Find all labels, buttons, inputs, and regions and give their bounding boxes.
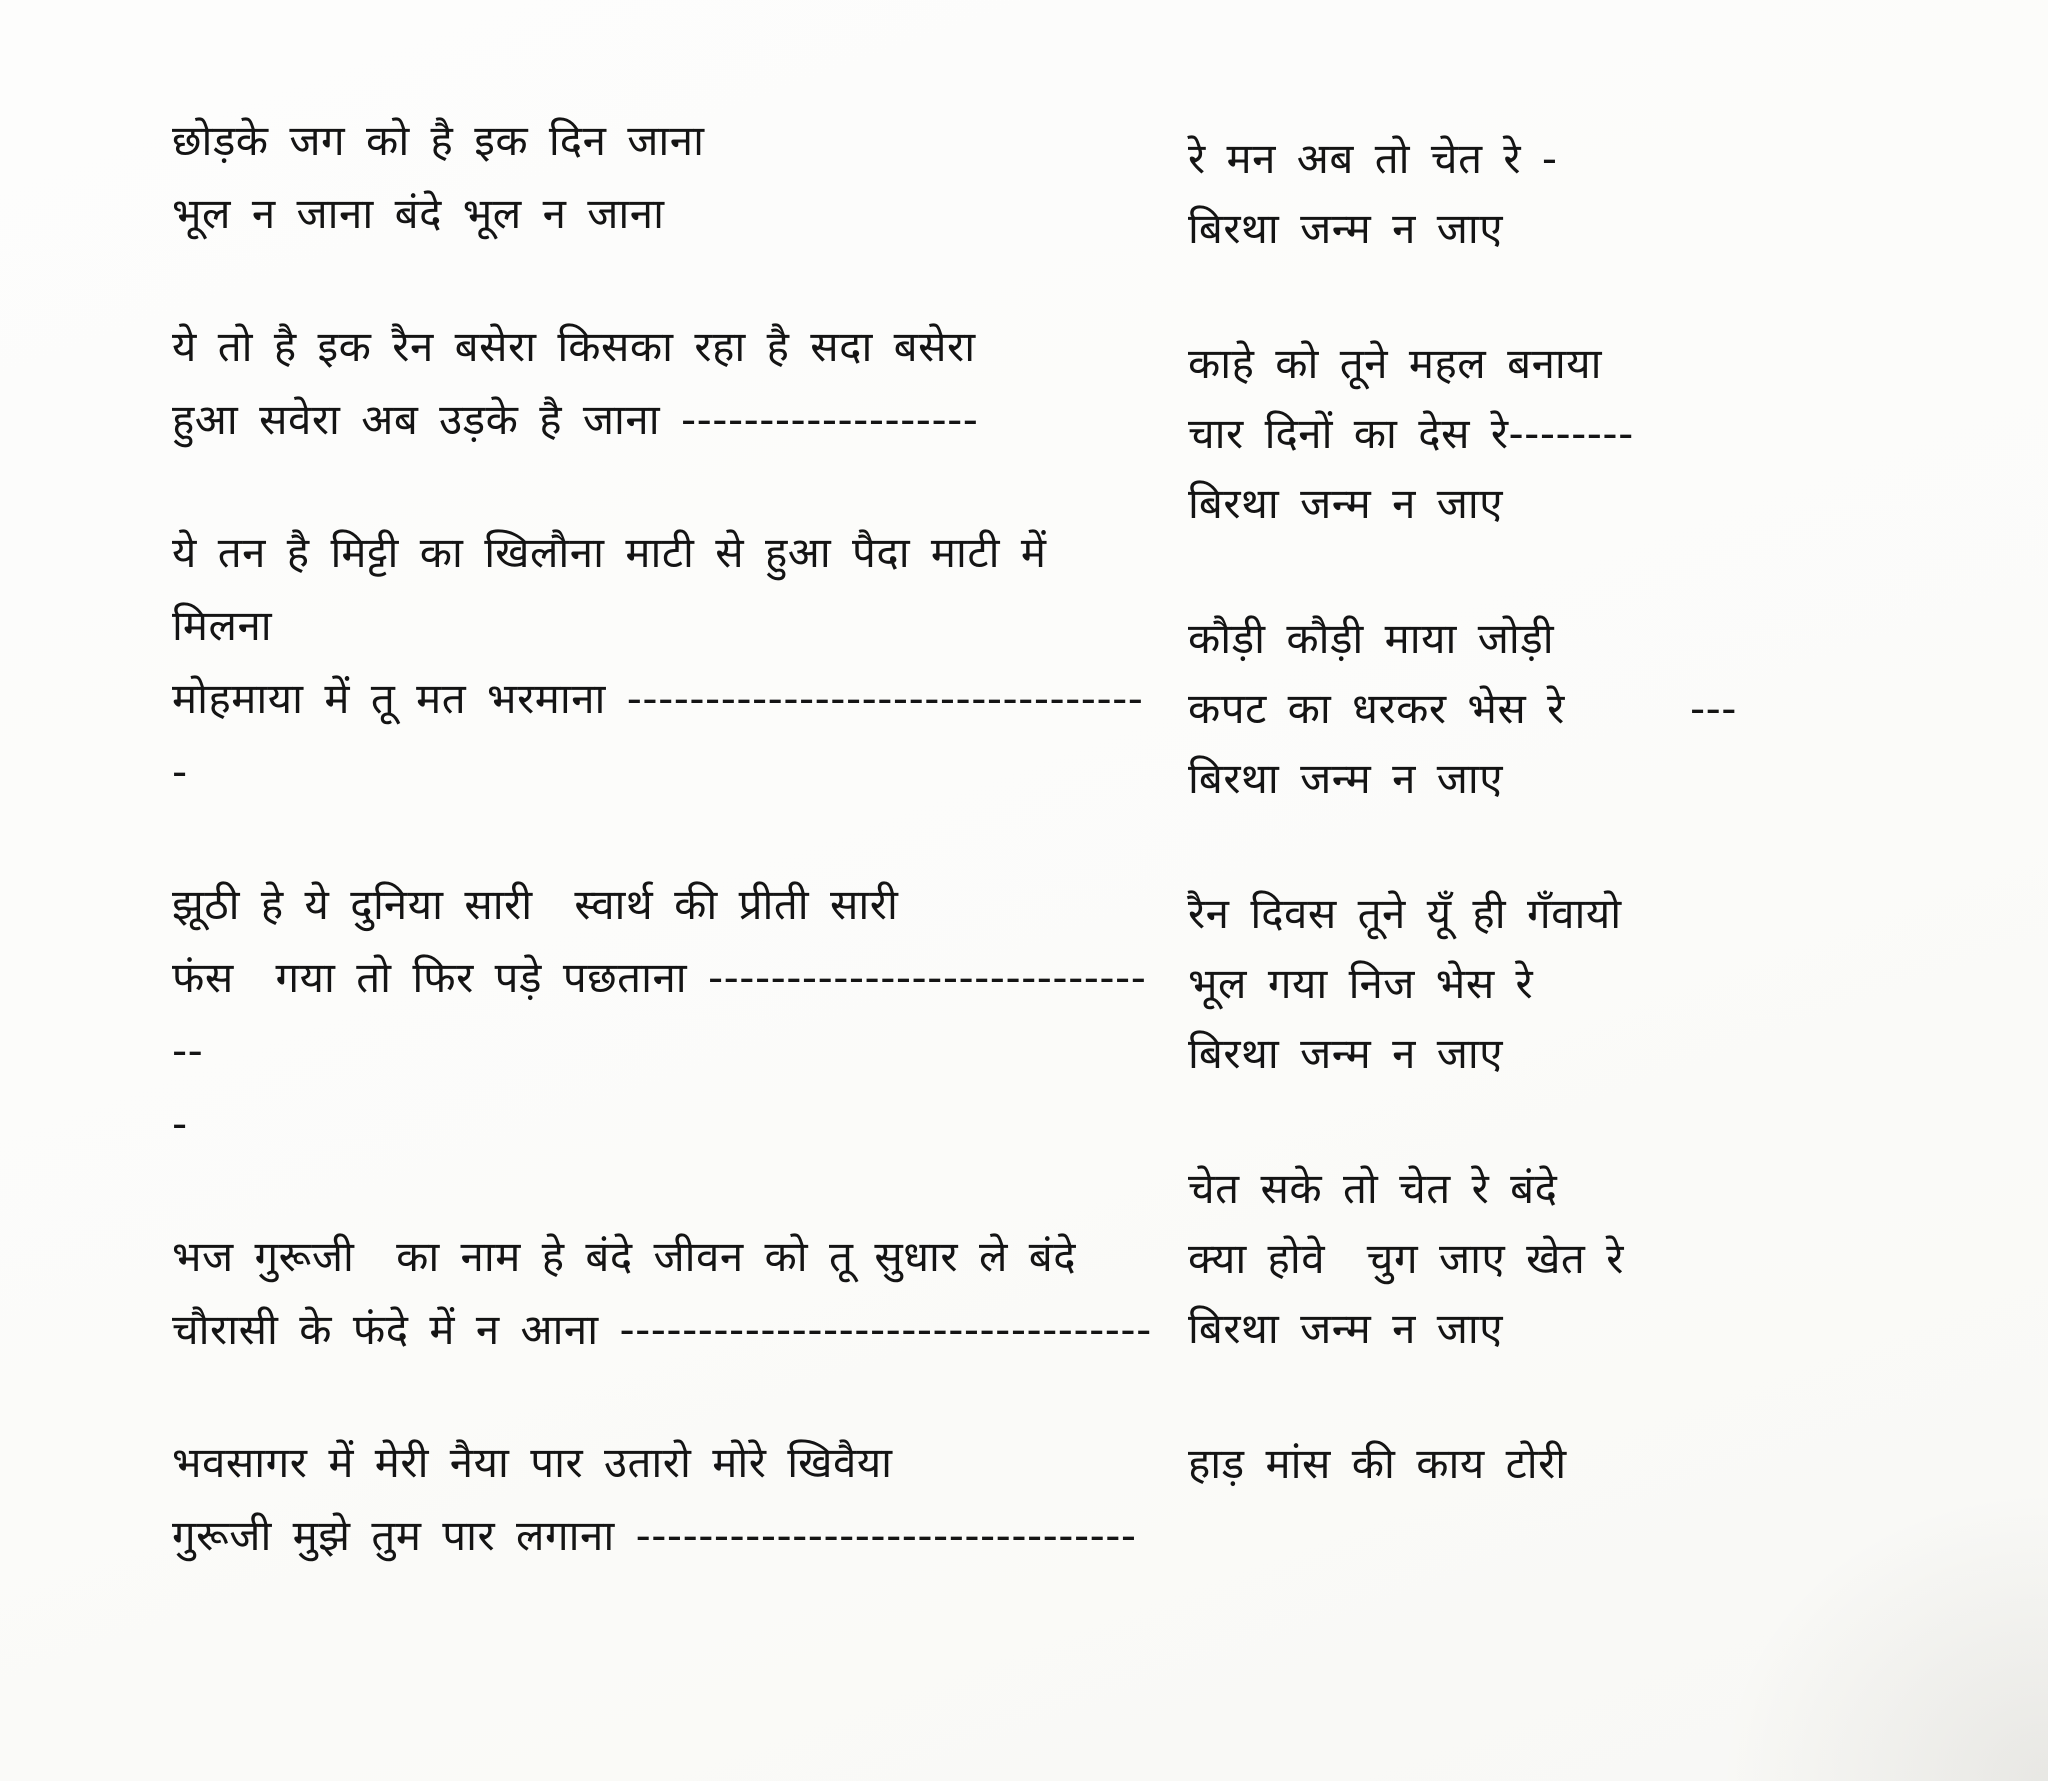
stanza: [1188, 329, 1968, 539]
stanza: [172, 868, 1152, 1160]
poem-line: कपट का धरकर भेस रे ---: [1188, 684, 1737, 733]
poem-line: हुआ सवेरा अब उड़के है जाना -------------------: [172, 395, 979, 444]
stanza: [172, 1426, 1152, 1572]
poem-line: भूल न जाना बंदे भूल न जाना: [172, 189, 665, 238]
poem-line: छोड़के जग को है इक दिन जाना: [172, 116, 705, 165]
poem-line: भूल गया निज भेस रे: [1188, 959, 1534, 1008]
poem-line: कौड़ी कौड़ी माया जोड़ी: [1188, 614, 1555, 663]
poem-line: क्या होवे चुग जाए खेत रे: [1188, 1234, 1624, 1283]
poem-line: बिरथा जन्म न जाए: [1188, 754, 1504, 803]
poem-line: फंस गया तो फिर पड़े पछताना ------------------------------: [172, 953, 1147, 1075]
poem-line: हाड़ मांस की काय टोरी: [1188, 1439, 1567, 1488]
poem-line: बिरथा जन्म न जाए: [1188, 1029, 1504, 1078]
poem-line: बिरथा जन्म न जाए: [1188, 1304, 1504, 1353]
poem-line: गुरूजी मुझे तुम पार लगाना --------------------------------: [172, 1511, 1137, 1560]
poem-line: चार दिनों का देस रे--------: [1188, 409, 1634, 458]
poem-line: बिरथा जन्म न जाए: [1188, 479, 1504, 528]
stanza: [172, 1220, 1152, 1366]
poem-line: रैन दिवस तूने यूँ ही गँवायो: [1188, 889, 1622, 938]
stanza: [1188, 1429, 1968, 1499]
poem-line: -: [172, 1099, 188, 1148]
poem-line: रे मन अब तो चेत रे -: [1188, 134, 1558, 183]
stanza: [1188, 1154, 1968, 1364]
poem-line: ये तन है मिट्टी का खिलौना माटी से हुआ पैदा माटी में: [172, 528, 1047, 577]
stanza: [172, 516, 1152, 808]
poem-line: ये तो है इक रैन बसेरा किसका रहा है सदा बसेरा: [172, 322, 976, 371]
poem-line: काहे को तूने महल बनाया: [1188, 339, 1603, 388]
right-column: [1188, 124, 1968, 1564]
stanza: [1188, 124, 1968, 264]
poem-line: भज गुरूजी का नाम हे बंदे जीवन को तू सुधार ले बंदे: [172, 1232, 1077, 1281]
stanza: [172, 104, 1152, 250]
poem-line: चेत सके तो चेत रे बंदे: [1188, 1164, 1558, 1213]
poem-line: भवसागर में मेरी नैया पार उतारो मोरे खिवैया: [172, 1438, 893, 1487]
stanza: [1188, 604, 1968, 814]
poem-line: बिरथा जन्म न जाए: [1188, 204, 1504, 253]
stanza: [1188, 879, 1968, 1089]
poem-line: झूठी हे ये दुनिया सारी स्वार्थ की प्रीती सारी: [172, 880, 899, 929]
stanza: [172, 310, 1152, 456]
left-column: [172, 104, 1152, 1632]
poem-line: चौरासी के फंदे में न आना ----------------------------------: [172, 1305, 1152, 1354]
poem-line: मोहमाया में तू मत भरमाना ----------------------------------: [172, 674, 1144, 796]
poem-line: मिलना: [172, 601, 273, 650]
